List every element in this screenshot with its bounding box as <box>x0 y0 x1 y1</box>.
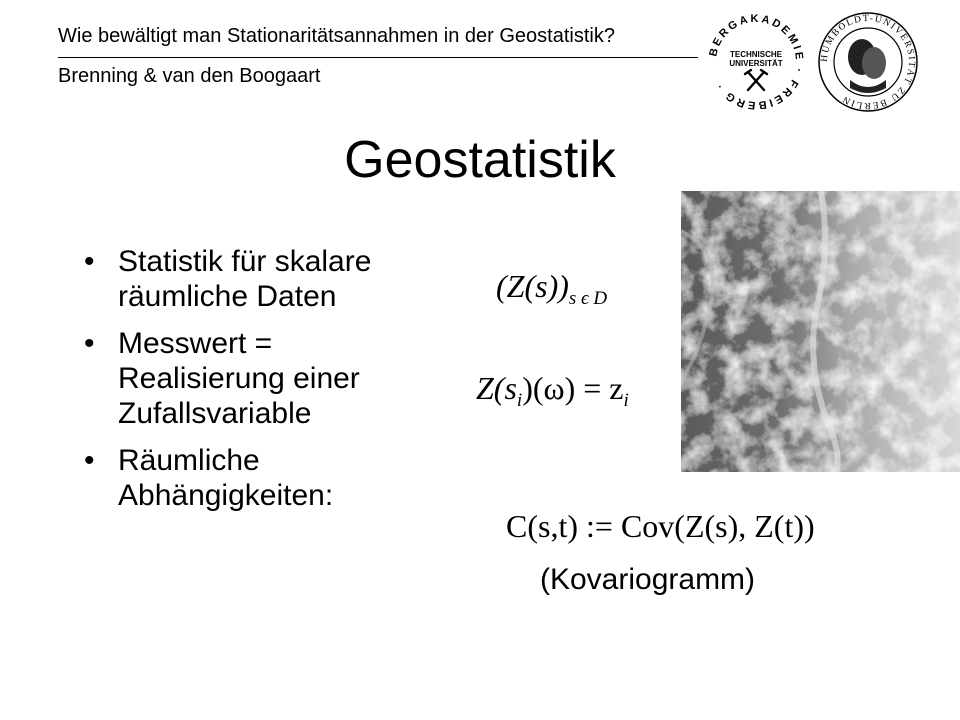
presentation-authors: Brenning & van den Boogaart <box>58 65 321 87</box>
bullet-dot-icon: • <box>84 245 95 278</box>
tu-logo-line2: UNIVERSITÄT <box>729 59 783 68</box>
hu-berlin-logo <box>816 10 920 114</box>
tu-logo-line1: TECHNISCHE <box>729 50 783 59</box>
bullet-item <box>84 244 444 314</box>
bullet-item <box>84 443 444 513</box>
slide-title: Geostatistik <box>344 131 616 189</box>
tu-freiberg-logo <box>704 10 808 114</box>
bullet-dot-icon: • <box>84 327 95 360</box>
formula-realization: $Z(s_i)(\omega) = z_i$ <box>476 370 629 411</box>
hu-logo-ring-text: HUMBOLDT-UNIVERSITÄT ZU BERLIN <box>819 13 917 111</box>
bullet-text: Statistik für skalare räumliche Daten <box>118 245 372 313</box>
header-divider <box>58 57 698 58</box>
elevation-map-image <box>681 191 960 472</box>
hammer-and-pick-icon <box>745 70 767 90</box>
formula-covariance: C(s,t) := Cov(Z(s), Z(t)) <box>506 508 815 544</box>
tu-logo-ring-text: BERGAKADEMIE · FREIBERG · <box>707 12 806 112</box>
bullet-text: Messwert = Realisierung einer Zufallsvariable <box>118 327 360 430</box>
bullet-list <box>84 244 444 525</box>
bullet-item <box>84 326 444 431</box>
humboldt-brothers-portrait-icon <box>848 39 886 93</box>
presentation-title: Wie bewältigt man Stationaritätsannahmen in der Geostatistik? <box>58 25 615 47</box>
bullet-text: Räumliche Abhängigkeiten: <box>118 444 334 512</box>
covariogram-label: (Kovariogramm) <box>540 563 756 596</box>
formula-random-field: $(Z(s))_{s \epsilon D}$ <box>496 268 608 309</box>
bullet-dot-icon: • <box>84 444 95 477</box>
